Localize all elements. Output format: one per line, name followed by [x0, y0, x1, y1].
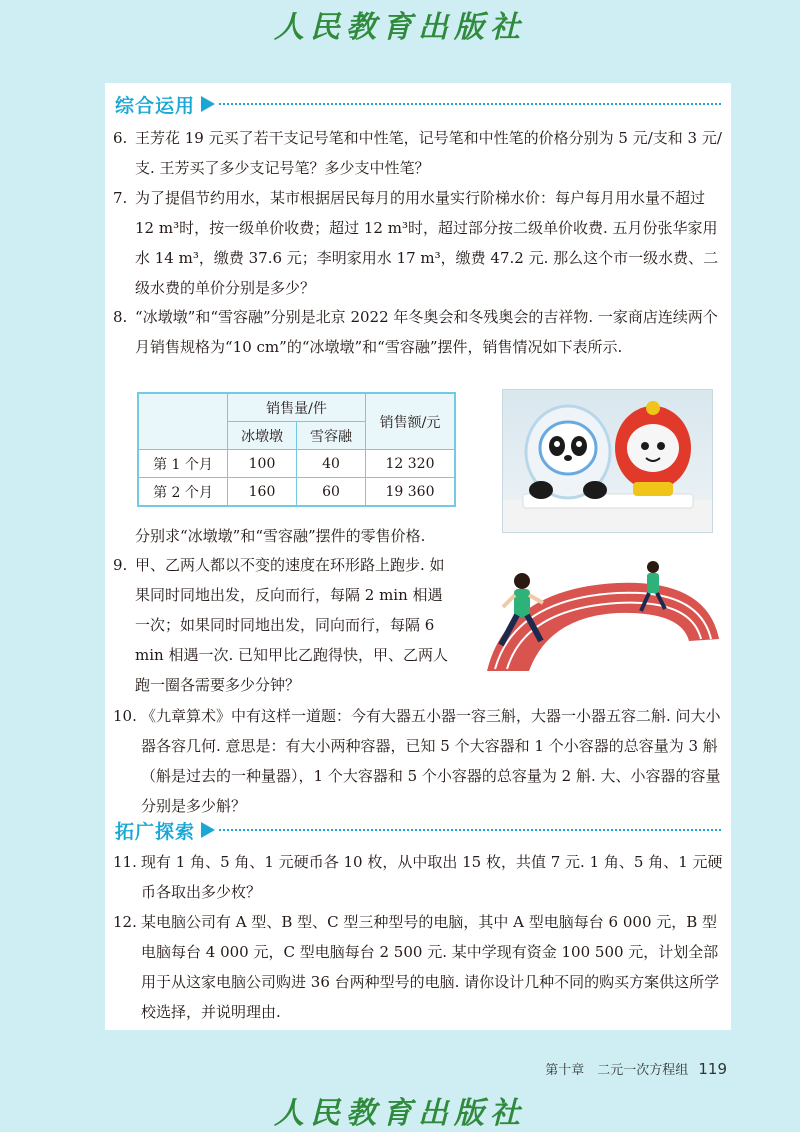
question-text: 王芳花 19 元买了若干支记号笔和中性笔，记号笔和中性笔的价格分别为 5 元/支和 3 元/支. 王芳买了多少支记号笔？多少支中性笔？: [135, 129, 722, 177]
row-label: 第 1 个月: [138, 450, 228, 478]
question-number: 12.: [113, 913, 137, 931]
table-row: [138, 478, 455, 507]
table-group-header: 销售量/件: [228, 393, 366, 422]
page-number: 119: [698, 1060, 727, 1078]
cell-amount: 19 360: [366, 478, 456, 507]
question-text: 甲、乙两人都以不变的速度在环形路上跑步. 如果同时同地出发，反向而行，每隔 2 min 相遇一次；如果同时同地出发，同向而行，每隔 6 min 相遇一次. 已知甲比乙跑得快，甲、乙两人跑一圈各需要多少分钟？: [135, 556, 448, 694]
table-header-bdd: 冰墩墩: [228, 422, 297, 450]
question-text: 《九章算术》中有这样一道题：今有大器五小器一容三斛，大器一小器五容二斛. 问大小器各容几何. 意思是：有大小两种容器，已知 5 个大容器和 1 个小容器的总容量为 3 斛（斛是过去的一种量器），1 个大容器和 5 个小容器的总容量为 2 斛. 大、小容器的容量分别是多少斛？: [141, 707, 721, 815]
question-text: 分别求“冰墩墩”和“雪容融”摆件的零售价格.: [135, 527, 426, 545]
question-11: [113, 847, 725, 907]
question-number: 11.: [113, 853, 137, 871]
runners-icon: [467, 559, 725, 681]
cell-bdd: 160: [228, 478, 297, 507]
publisher-logo-bottom: 人民教育出版社: [274, 1096, 526, 1131]
mascots-icon: [503, 390, 712, 532]
section-divider: [219, 829, 721, 831]
question-number: 10.: [113, 707, 137, 725]
table-corner-cell: [138, 393, 228, 450]
question-text: “冰墩墩”和“雪容融”分别是北京 2022 年冬奥会和冬残奥会的吉祥物. 一家商店连续两个月销售规格为“10 cm”的“冰墩墩”和“雪容融”摆件，销售情况如下表所示.: [135, 308, 718, 356]
publisher-logo-top: 人民教育出版社: [274, 10, 526, 45]
question-9: [113, 550, 453, 700]
sales-table: [137, 392, 456, 507]
section-title: 综合运用: [115, 94, 196, 117]
table-header-xrr: 雪容融: [297, 422, 366, 450]
page-footer: [0, 1059, 727, 1078]
section-title: 拓广探索: [115, 820, 196, 843]
question-8-followup: [135, 521, 535, 551]
section-arrow-icon: [201, 822, 215, 838]
question-text: 现有 1 角、5 角、1 元硬币各 10 枚，从中取出 15 枚，共值 7 元. 1 角、5 角、1 元硬币各取出多少枚？: [141, 853, 723, 901]
question-number: 9.: [113, 556, 128, 574]
row-label: 第 2 个月: [138, 478, 228, 507]
section-header-apply: [115, 90, 721, 118]
question-8: [113, 302, 725, 362]
question-number: 8.: [113, 308, 128, 326]
cell-xrr: 40: [297, 450, 366, 478]
section-divider: [219, 103, 721, 105]
cell-xrr: 60: [297, 478, 366, 507]
question-text: 某电脑公司有 A 型、B 型、C 型三种型号的电脑，其中 A 型电脑每台 6 000 元，B 型电脑每台 4 000 元，C 型电脑每台 2 500 元. 某中学现有资金 100 500 元，计划全部用于从这家电脑公司购进 36 台两种型号的电脑. 请你设计几种不同的购买方案供这所学校选择，并说明理由.: [141, 913, 720, 1021]
mascot-photo: [502, 389, 713, 533]
question-10: [113, 701, 725, 821]
chapter-title: 第十章 二元一次方程组: [545, 1063, 689, 1078]
section-arrow-icon: [201, 96, 215, 112]
question-7: [113, 183, 725, 303]
question-number: 6.: [113, 129, 128, 147]
cell-bdd: 100: [228, 450, 297, 478]
cell-amount: 12 320: [366, 450, 456, 478]
section-header-explore: [115, 816, 721, 844]
question-12: [113, 907, 725, 1027]
running-track-illustration: [467, 559, 725, 681]
question-6: [113, 123, 725, 183]
question-text: 为了提倡节约用水，某市根据居民每月的用水量实行阶梯水价：每户每月用水量不超过 12 m³时，按一级单价收费；超过 12 m³时，超过部分按二级单价收费. 五月份张华家用水 14 m³，缴费 37.6 元；李明家用水 17 m³，缴费 47.2 元. 那么这个市一级水费、二级水费的单价分别是多少？: [135, 189, 719, 297]
table-row: [138, 450, 455, 478]
page-content: [105, 83, 731, 1030]
table-header-amount: 销售额/元: [366, 393, 456, 450]
question-number: 7.: [113, 189, 128, 207]
